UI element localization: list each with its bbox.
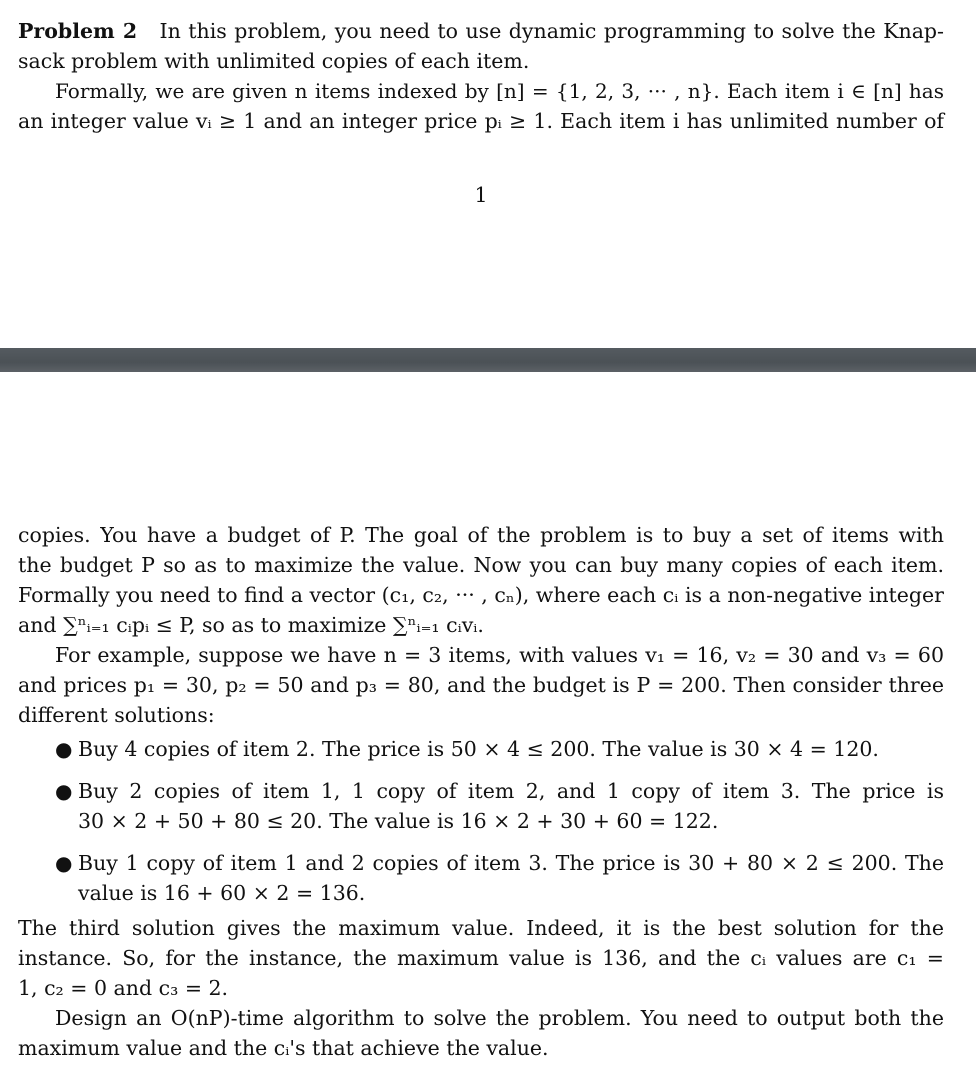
continuation-line-1: copies. You have a budget of P. The goal of the problem is to buy a set of items with [18, 523, 944, 547]
closing-line-2: instance. So, for the instance, the maximum value is 136, and the cᵢ values are c₁ = [18, 946, 944, 970]
bullet-1-line-1: Buy 4 copies of item 2. The price is 50 × 4 ≤ 200. The value is 30 × 4 = 120. [78, 737, 879, 761]
bullet-3-line-1: Buy 1 copy of item 1 and 2 copies of item 3. The price is 30 + 80 × 2 ≤ 200. The [78, 851, 944, 875]
problem-heading-line [18, 16, 944, 46]
page-top [0, 0, 976, 348]
continuation-line-7: different solutions: [18, 703, 215, 727]
problem-line-3: Formally, we are given n items indexed by [n] = {1, 2, 3, ··· , n}. Each item i ∈ [n] has [55, 79, 944, 103]
continuation-line-4: and ∑ⁿᵢ₌₁ cᵢpᵢ ≤ P, so as to maximize ∑ⁿᵢ₌₁ cᵢvᵢ. [18, 613, 484, 637]
continuation-line-5: For example, suppose we have n = 3 items, with values v₁ = 16, v₂ = 30 and v₃ = 60 [55, 643, 944, 667]
bullet-3-line-2: value is 16 + 60 × 2 = 136. [78, 881, 366, 905]
problem-heading: Problem 2 [18, 19, 138, 43]
bullet-dot: ● [55, 737, 73, 761]
closing-line-5: maximum value and the cᵢ's that achieve the value. [18, 1036, 549, 1060]
continuation-line-6: and prices p₁ = 30, p₂ = 50 and p₃ = 80, and the budget is P = 200. Then consider three [18, 673, 944, 697]
continuation-line-2: the budget P so as to maximize the value. Now you can buy many copies of each item. [18, 553, 944, 577]
page-number: 1 [474, 183, 488, 207]
page-bottom [0, 372, 976, 1070]
problem-line-2: sack problem with unlimited copies of each item. [18, 49, 530, 73]
continuation-line-3: Formally you need to find a vector (c₁, c₂, ··· , cₙ), where each cᵢ is a non-negative integer [18, 583, 944, 607]
bullet-2-line-2: 30 × 2 + 50 + 80 ≤ 20. The value is 16 × 2 + 30 + 60 = 122. [78, 809, 719, 833]
closing-line-4: Design an O(nP)-time algorithm to solve the problem. You need to output both the [55, 1006, 944, 1030]
bullet-2-line-1: Buy 2 copies of item 1, 1 copy of item 2, and 1 copy of item 3. The price is [78, 779, 944, 803]
problem-line-4: an integer value vᵢ ≥ 1 and an integer price pᵢ ≥ 1. Each item i has unlimited number of [18, 109, 944, 133]
closing-line-1: The third solution gives the maximum value. Indeed, it is the best solution for the [18, 916, 944, 940]
closing-line-3: 1, c₂ = 0 and c₃ = 2. [18, 976, 229, 1000]
problem-line-1: In this problem, you need to use dynamic programming to solve the Knap- [159, 19, 944, 43]
page-divider [0, 348, 976, 372]
bullet-dot: ● [55, 779, 73, 803]
bullet-dot: ● [55, 851, 73, 875]
